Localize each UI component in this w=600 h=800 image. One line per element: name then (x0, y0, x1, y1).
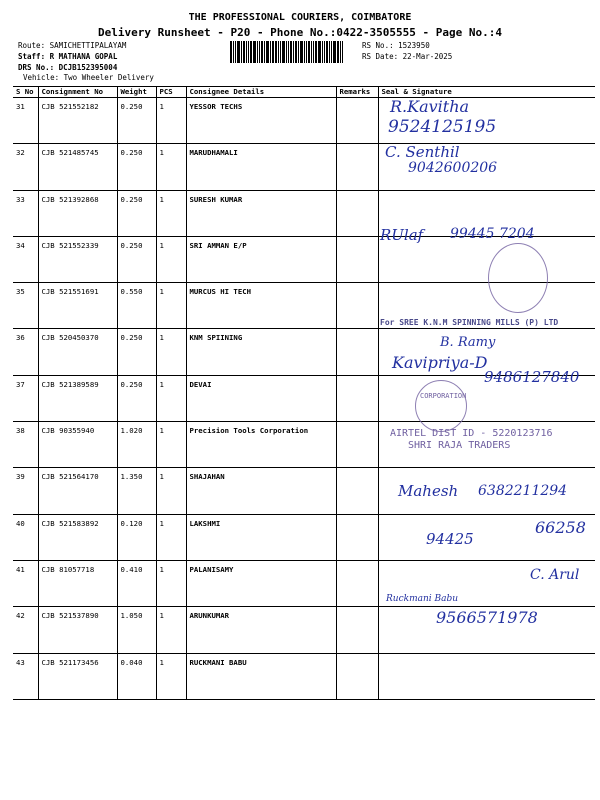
handwritten-signature: RUlaf (380, 226, 424, 244)
row-weight: 1.050 (117, 607, 156, 653)
row-seal-signature (378, 653, 595, 699)
company-stamp: For SREE K.N.M SPINNING MILLS (P) LTD (380, 318, 559, 327)
row-remarks (336, 329, 378, 375)
row-pcs: 1 (156, 653, 186, 699)
row-weight: 0.250 (117, 329, 156, 375)
row-pcs: 1 (156, 514, 186, 560)
row-consignee: DEVAI (186, 375, 336, 421)
row-sno: 31 (13, 98, 38, 144)
row-consignee: KNM SPIINING (186, 329, 336, 375)
row-remarks (336, 653, 378, 699)
row-consignee: Precision Tools Corporation (186, 422, 336, 468)
table-row (13, 144, 595, 190)
route-label: Route: SAMICHETTIPALAYAM (18, 41, 127, 50)
row-pcs: 1 (156, 236, 186, 282)
col-header-consignee: Consignee Details (186, 87, 336, 98)
handwritten-phone: 9524125195 (388, 117, 497, 137)
row-weight: 1.350 (117, 468, 156, 514)
row-consignment-no: CJB 521564170 (38, 468, 117, 514)
row-consignee: YESSOR TECHS (186, 98, 336, 144)
row-weight: 0.040 (117, 653, 156, 699)
row-pcs: 1 (156, 375, 186, 421)
handwritten-phone: 6382211294 (478, 483, 568, 499)
row-sno: 41 (13, 560, 38, 606)
row-consignee: PALANISAMY (186, 560, 336, 606)
handwritten-signature: C. Arul (530, 567, 580, 583)
row-sno: 32 (13, 144, 38, 190)
rs-date: RS Date: 22-Mar-2025 (362, 52, 453, 61)
row-remarks (336, 422, 378, 468)
round-seal-stamp (488, 243, 548, 313)
row-weight: 0.250 (117, 144, 156, 190)
row-weight: 0.250 (117, 375, 156, 421)
row-remarks (336, 560, 378, 606)
row-sno: 40 (13, 514, 38, 560)
col-header-remarks: Remarks (336, 87, 378, 98)
row-consignment-no: CJB 521485745 (38, 144, 117, 190)
row-consignee: MURCUS HI TECH (186, 283, 336, 329)
row-weight: 0.410 (117, 560, 156, 606)
row-sno: 42 (13, 607, 38, 653)
round-seal-stamp (415, 380, 467, 432)
handwritten-phone: 94425 (426, 530, 474, 548)
row-consignment-no: CJB 81057718 (38, 560, 117, 606)
row-pcs: 1 (156, 468, 186, 514)
row-consignee: RUCKMANI BABU (186, 653, 336, 699)
runsheet-subtitle: Delivery Runsheet - P20 - Phone No.:0422-3505555 - Page No.:4 (98, 26, 502, 39)
handwritten-phone: 99445 7204 (450, 226, 535, 242)
row-sno: 33 (13, 190, 38, 236)
staff-label: Staff: R MATHANA GOPAL (18, 52, 118, 61)
row-consignment-no: CJB 521552182 (38, 98, 117, 144)
table-row (13, 653, 595, 699)
handwritten-signature: C. Senthil (385, 143, 460, 161)
col-header-weight: Weight (117, 87, 156, 98)
row-consignee: SRI AMMAN E/P (186, 236, 336, 282)
row-sno: 39 (13, 468, 38, 514)
handwritten-signature: Mahesh (398, 482, 459, 500)
row-weight: 0.250 (117, 236, 156, 282)
row-consignment-no: CJB 520450370 (38, 329, 117, 375)
row-weight: 0.550 (117, 283, 156, 329)
row-consignment-no: CJB 521551691 (38, 283, 117, 329)
row-consignment-no: CJB 521389589 (38, 375, 117, 421)
row-sno: 37 (13, 375, 38, 421)
row-consignee: LAKSHMI (186, 514, 336, 560)
corporation-stamp: CORPORATION (420, 392, 467, 400)
traders-stamp: SHRI RAJA TRADERS (408, 440, 511, 451)
col-header-pcs: PCS (156, 87, 186, 98)
handwritten-name: Ruckmani Babu (386, 594, 459, 604)
row-remarks (336, 514, 378, 560)
drs-barcode (230, 41, 356, 63)
handwritten-phone: 9566571978 (436, 608, 538, 627)
row-consignment-no: CJB 521392868 (38, 190, 117, 236)
company-title: THE PROFESSIONAL COURIERS, COIMBATORE (188, 12, 412, 23)
col-header-sno: S No (13, 87, 38, 98)
row-consignment-no: CJB 521173456 (38, 653, 117, 699)
row-pcs: 1 (156, 329, 186, 375)
row-consignee: SURESH KUMAR (186, 190, 336, 236)
row-consignment-no: CJB 521537890 (38, 607, 117, 653)
handwritten-name: R.Kavitha (390, 97, 470, 116)
row-consignment-no: CJB 521552339 (38, 236, 117, 282)
table-row (13, 560, 595, 606)
row-remarks (336, 607, 378, 653)
table-row (13, 514, 595, 560)
handwritten-phone: 9486127840 (484, 368, 580, 386)
row-consignment-no: CJB 521583892 (38, 514, 117, 560)
vehicle-label: Vehicle: Two Wheeler Delivery (23, 73, 154, 82)
airtel-stamp: AIRTEL DIST ID - 5220123716 (390, 428, 553, 439)
row-remarks (336, 283, 378, 329)
row-pcs: 1 (156, 190, 186, 236)
row-weight: 1.020 (117, 422, 156, 468)
row-remarks (336, 190, 378, 236)
row-consignee: ARUNKUMAR (186, 607, 336, 653)
row-pcs: 1 (156, 283, 186, 329)
handwritten-phone: 66258 (535, 518, 586, 537)
drs-number: DRS No.: DCJB152395004 (18, 63, 118, 72)
row-remarks (336, 236, 378, 282)
col-header-seal: Seal & Signature (378, 87, 595, 98)
row-weight: 0.120 (117, 514, 156, 560)
row-pcs: 1 (156, 607, 186, 653)
row-pcs: 1 (156, 422, 186, 468)
row-consignee: MARUDHAMALI (186, 144, 336, 190)
row-remarks (336, 375, 378, 421)
row-remarks (336, 468, 378, 514)
row-weight: 0.250 (117, 190, 156, 236)
row-sno: 36 (13, 329, 38, 375)
row-consignment-no: CJB 90355940 (38, 422, 117, 468)
table-header-row (13, 87, 595, 98)
table-row (13, 98, 595, 144)
row-weight: 0.250 (117, 98, 156, 144)
row-consignee: SHAJAHAN (186, 468, 336, 514)
handwritten-phone: 9042600206 (408, 160, 498, 176)
handwritten-name: Kavipriya-D (392, 353, 488, 372)
row-remarks (336, 98, 378, 144)
handwritten-signature: B. Ramy (440, 335, 496, 350)
col-header-consignment: Consignment No (38, 87, 117, 98)
row-sno: 43 (13, 653, 38, 699)
rs-number: RS No.: 1523950 (362, 41, 430, 50)
row-remarks (336, 144, 378, 190)
row-sno: 35 (13, 283, 38, 329)
row-pcs: 1 (156, 560, 186, 606)
row-pcs: 1 (156, 144, 186, 190)
row-pcs: 1 (156, 98, 186, 144)
row-sno: 38 (13, 422, 38, 468)
row-sno: 34 (13, 236, 38, 282)
